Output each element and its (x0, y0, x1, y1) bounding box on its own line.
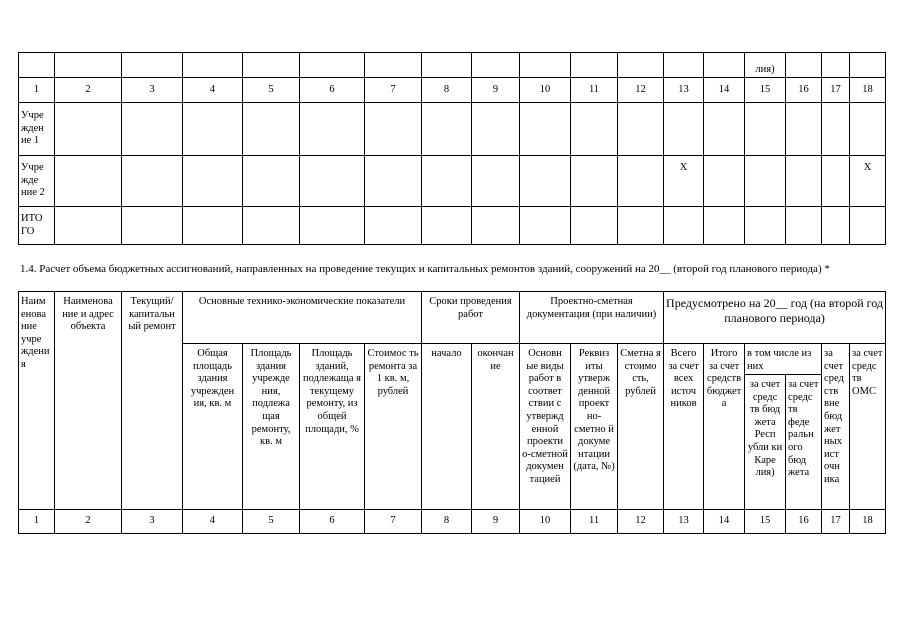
column-number: 3 (122, 510, 183, 534)
column-number: 10 (520, 78, 571, 103)
column-number: 4 (183, 78, 243, 103)
column-number: 18 (850, 78, 886, 103)
header-total-budget: Итого за счет средств бюджета (704, 344, 745, 510)
column-number: 5 (243, 510, 300, 534)
column-numbers-row (19, 510, 886, 534)
column-numbers-row (19, 78, 886, 103)
header-tech-indicators: Основные технико-экономические показатели (183, 292, 422, 344)
column-number: 13 (664, 78, 704, 103)
column-number: 11 (571, 78, 618, 103)
header-work-terms: Сроки проведения работ (422, 292, 520, 344)
header-repair-type: Текущий/ капитальн ый ремонт (122, 292, 183, 510)
table-row (19, 53, 886, 78)
table-row (19, 156, 886, 207)
column-number: 8 (422, 78, 472, 103)
column-number: 18 (850, 510, 886, 534)
column-number: 2 (55, 78, 122, 103)
header-area-repair: Площадь здания учрежде ния, подлежа щая ремонту, кв. м (243, 344, 300, 510)
continuation-table (18, 52, 886, 245)
header-doc-requisites: Реквиз иты утверж денной проект но-сметно й докуме нтации (дата, №) (571, 344, 618, 510)
column-number: 16 (786, 510, 822, 534)
header-row (19, 292, 886, 344)
header-estimate-cost: Сметна я стоимо сть, рублей (618, 344, 664, 510)
column-number: 10 (520, 510, 571, 534)
column-number: 9 (472, 78, 520, 103)
header-object-address: Наименова ние и адрес объекта (55, 292, 122, 510)
column-number: 15 (745, 510, 786, 534)
column-number: 4 (183, 510, 243, 534)
header-start: начало (422, 344, 472, 510)
header-institution-name: Наим енова ние учре ждения (19, 292, 55, 510)
header-including: в том числе из них (745, 344, 822, 375)
row-label-total: ИТО ГО (19, 207, 55, 245)
header-republic-budget: за счет средс тв бюд жета Респ убли ки Каре лия) (745, 375, 786, 510)
header-area-percent: Площадь зданий, подлежаща я текущему ремонту, из общей площади, % (300, 344, 365, 510)
header-cost-per-sqm: Стоимос ть ремонта за 1 кв. м, рублей (365, 344, 422, 510)
header-extrabudget: за счет сред ств вне бюд жет ных ист очн ика (822, 344, 850, 510)
table-cell: лия) (745, 53, 786, 78)
row-label-institution-2: Учре ждe ние 2 (19, 156, 55, 207)
header-planned: Предусмотрено на 20__ год (на второй год планового периода) (664, 292, 886, 344)
column-number: 17 (822, 510, 850, 534)
column-number: 9 (472, 510, 520, 534)
column-number: 1 (19, 510, 55, 534)
repair-budget-table (18, 291, 886, 534)
column-number: 13 (664, 510, 704, 534)
column-number: 14 (704, 510, 745, 534)
column-number: 7 (365, 78, 422, 103)
header-federal-budget: за счет средс тв феде ральн ого бюд жета (786, 375, 822, 510)
column-number: 11 (571, 510, 618, 534)
column-number: 6 (300, 510, 365, 534)
column-number: 2 (55, 510, 122, 534)
column-number: 14 (704, 78, 745, 103)
column-number: 6 (300, 78, 365, 103)
header-work-types: Основн ые виды работ в соответ ствии с утвержд енной проекти о-сметной докумен тацией (520, 344, 571, 510)
header-design-docs: Проектно-сметная документация (при наличии) (520, 292, 664, 344)
table-row (19, 103, 886, 156)
column-number: 16 (786, 78, 822, 103)
column-number: 17 (822, 78, 850, 103)
column-number: 7 (365, 510, 422, 534)
cross-mark: Х (850, 156, 886, 207)
column-number: 3 (122, 78, 183, 103)
column-number: 5 (243, 78, 300, 103)
column-number: 12 (618, 78, 664, 103)
header-area-total: Общая площадь здания учрежден ия, кв. м (183, 344, 243, 510)
cross-mark: Х (664, 156, 704, 207)
column-number: 15 (745, 78, 786, 103)
header-oms: за счет средс тв ОМС (850, 344, 886, 510)
table-row (19, 207, 886, 245)
column-number: 8 (422, 510, 472, 534)
header-total-all-sources: Всего за счет всех источ ников (664, 344, 704, 510)
row-label-institution-1: Учре жден ие 1 (19, 103, 55, 156)
column-number: 12 (618, 510, 664, 534)
column-number: 1 (19, 78, 55, 103)
section-caption: 1.4. Расчет объема бюджетных ассигнований, направленных на проведение текущих и капитальных ремонтов зданий, сооружений на 20__ (второй год планового периода) * (20, 263, 830, 275)
header-end: окончан ие (472, 344, 520, 510)
